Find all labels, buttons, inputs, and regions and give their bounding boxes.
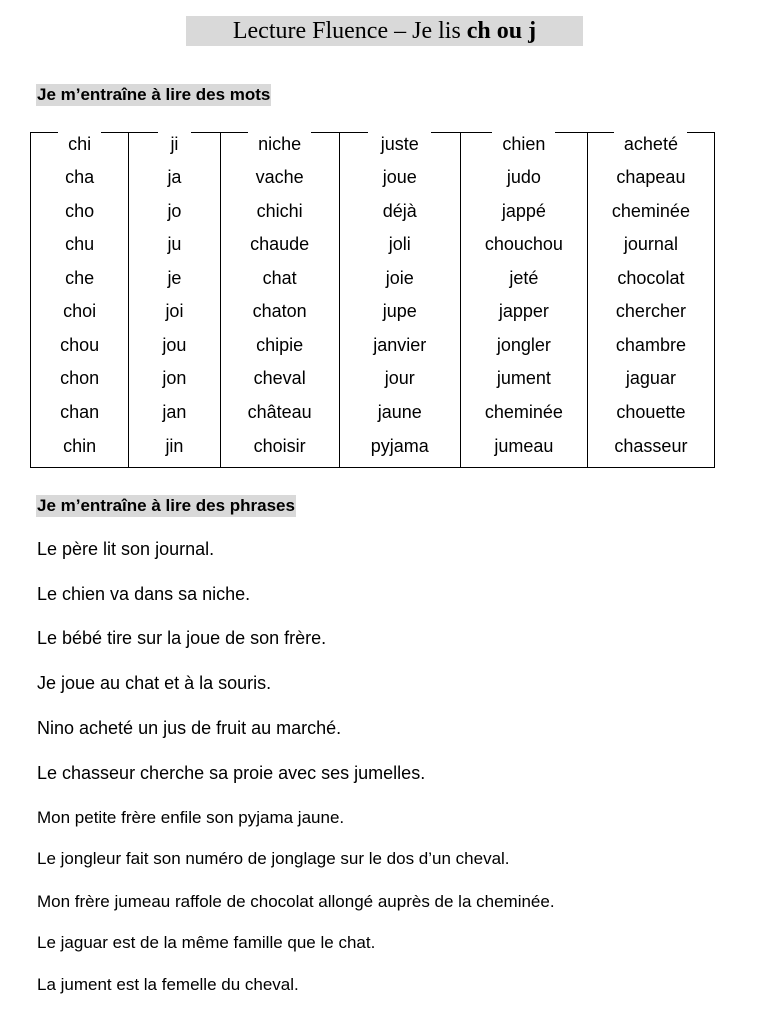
word-cell: chin [63, 436, 97, 456]
section-heading-sentences: Je m’entraîne à lire des phrases [37, 496, 295, 515]
word-column [31, 132, 129, 467]
word-cell: cheminée [484, 402, 563, 422]
word-cell: chapeau [616, 167, 686, 187]
word-cell: jou [162, 335, 187, 355]
sentence: La jument est la femelle du cheval. [37, 975, 299, 994]
sentence: Le chasseur cherche sa proie avec ses jumelles. [37, 763, 426, 783]
word-cell: chambre [615, 335, 686, 355]
word-cell: joue [382, 167, 417, 187]
word-cell: choi [63, 301, 97, 321]
word-cell: jan [162, 402, 187, 422]
word-cell: chan [60, 402, 100, 422]
word-cell: joi [165, 301, 184, 321]
sentence: Mon frère jumeau raffole de chocolat allongé auprès de la cheminée. [37, 892, 555, 911]
word-cell: chat [262, 268, 297, 288]
word-cell: choisir [253, 436, 306, 456]
word-column [588, 132, 714, 467]
word-cell: chien [502, 134, 546, 154]
word-cell: jeté [509, 268, 539, 288]
word-cell: jupe [382, 301, 417, 321]
word-cell: déjà [382, 201, 417, 221]
word-cell: chaton [252, 301, 307, 321]
sentence: Le jaguar est de la même famille que le chat. [37, 933, 376, 952]
word-cell: jongler [496, 335, 551, 355]
word-cell: jaguar [625, 368, 676, 388]
word-cell: juste [380, 134, 419, 154]
word-cell: vache [255, 167, 304, 187]
word-cell: chocolat [617, 268, 685, 288]
word-cell: cheval [253, 368, 306, 388]
word-cell: chipie [256, 335, 304, 355]
sentence: Le père lit son journal. [37, 539, 215, 559]
word-cell: chu [65, 234, 95, 254]
sentence: Nino acheté un jus de fruit au marché. [37, 718, 342, 738]
sentence: Le chien va dans sa niche. [37, 584, 251, 604]
word-cell: chasseur [614, 436, 688, 456]
word-cell: che [65, 268, 95, 288]
word-cell: judo [506, 167, 541, 187]
word-cell: jour [384, 368, 415, 388]
word-cell: japper [498, 301, 549, 321]
section-heading-words: Je m’entraîne à lire des mots [37, 85, 271, 104]
word-cell: cho [65, 201, 95, 221]
word-cell: château [247, 402, 312, 422]
word-table [30, 132, 715, 468]
word-cell: jo [167, 201, 182, 221]
word-cell: chon [60, 368, 100, 388]
word-cell: pyjama [370, 436, 429, 456]
title-emphasis: ch ou j [466, 18, 537, 44]
word-cell: chou [60, 335, 100, 355]
word-column [340, 132, 461, 467]
title-prefix: Lecture Fluence – Je lis [232, 18, 467, 44]
word-cell: janvier [373, 335, 427, 355]
word-cell: niche [258, 134, 302, 154]
sentence: Le jongleur fait son numéro de jonglage sur le dos d’un cheval. [37, 849, 510, 868]
word-cell: journal [623, 234, 678, 254]
sentence: Je joue au chat et à la souris. [37, 673, 272, 693]
word-column [129, 132, 220, 467]
word-cell: chercher [615, 301, 686, 321]
word-cell: ju [167, 234, 182, 254]
word-column [461, 132, 588, 467]
word-cell: chouette [616, 402, 686, 422]
word-cell: ji [170, 134, 179, 154]
word-cell: chaude [250, 234, 310, 254]
word-cell: cheminée [611, 201, 690, 221]
page-title [186, 16, 583, 46]
sentence: Mon petite frère enfile son pyjama jaune. [37, 808, 345, 827]
word-cell: cha [65, 167, 95, 187]
word-cell: jin [165, 436, 184, 456]
word-cell: jument [496, 368, 551, 388]
sentence: Le bébé tire sur la joue de son frère. [37, 628, 327, 648]
word-cell: joie [385, 268, 414, 288]
word-cell: chouchou [484, 234, 563, 254]
word-cell: jappé [501, 201, 546, 221]
word-column [221, 132, 340, 467]
word-cell: jumeau [494, 436, 554, 456]
word-cell: je [167, 268, 182, 288]
word-cell: ja [167, 167, 182, 187]
word-cell: chichi [256, 201, 303, 221]
word-cell: joli [388, 234, 411, 254]
word-cell: jon [162, 368, 187, 388]
word-cell: jaune [377, 402, 422, 422]
word-cell: acheté [623, 134, 678, 154]
word-cell: chi [68, 134, 92, 154]
